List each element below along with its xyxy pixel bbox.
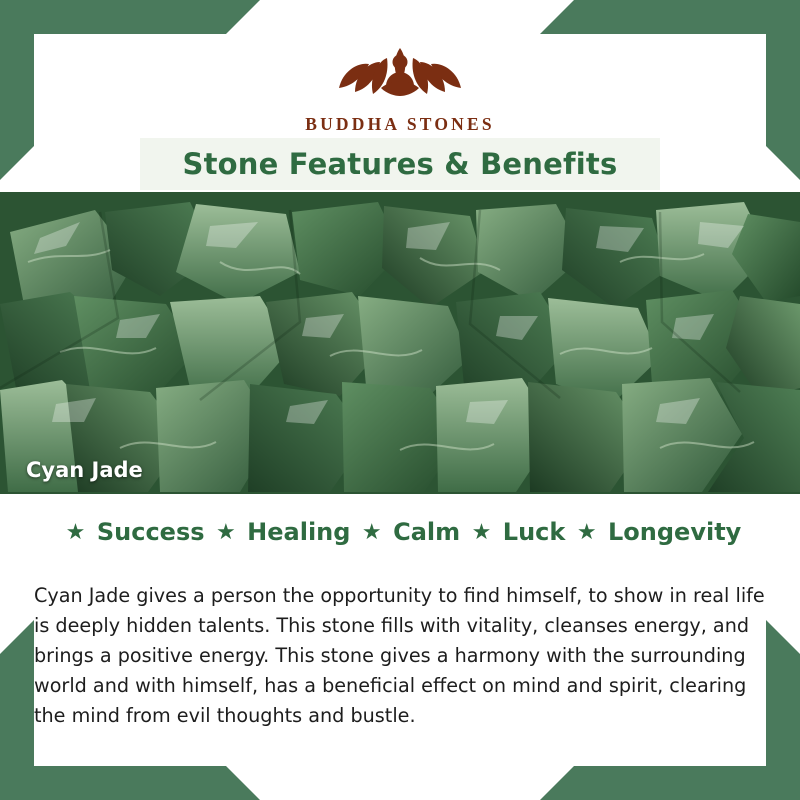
corner-decoration-bottom-right xyxy=(540,766,800,800)
star-icon: ★ xyxy=(471,519,492,544)
corner-decoration-bottom-left xyxy=(0,766,260,800)
page-title: Stone Features & Benefits xyxy=(182,147,618,181)
description-text: Cyan Jade gives a person the opportunity to find himself, to show in real life is deeply hidden talents. This stone fills with vitality, cleanses energy, and brings a positive energy. This stone gives a harmony with the surrounding world and with himself, has a beneficial effect on mind and spirit, clearing the mind from evil thoughts and bustle. xyxy=(34,584,765,728)
star-icon: ★ xyxy=(65,519,86,544)
benefit-item: Calm xyxy=(393,518,461,546)
benefit-item: Luck xyxy=(502,518,566,546)
brand-name: BUDDHA STONES xyxy=(305,114,495,134)
stone-name-caption: Cyan Jade xyxy=(26,458,143,482)
hero-image xyxy=(0,192,800,494)
benefit-item: Success xyxy=(96,518,205,546)
title-banner xyxy=(140,138,660,190)
benefit-item: Healing xyxy=(247,518,351,546)
jade-stones-illustration xyxy=(0,192,800,494)
star-icon: ★ xyxy=(576,519,597,544)
benefit-item: Longevity xyxy=(608,518,742,546)
lotus-meditation-figure-icon xyxy=(325,26,475,108)
brand-logo-block xyxy=(0,26,800,135)
corner-decoration-left-bottom xyxy=(0,620,34,800)
star-icon: ★ xyxy=(215,519,236,544)
benefits-row xyxy=(0,518,800,546)
star-icon: ★ xyxy=(361,519,382,544)
corner-decoration-right-bottom xyxy=(766,620,800,800)
